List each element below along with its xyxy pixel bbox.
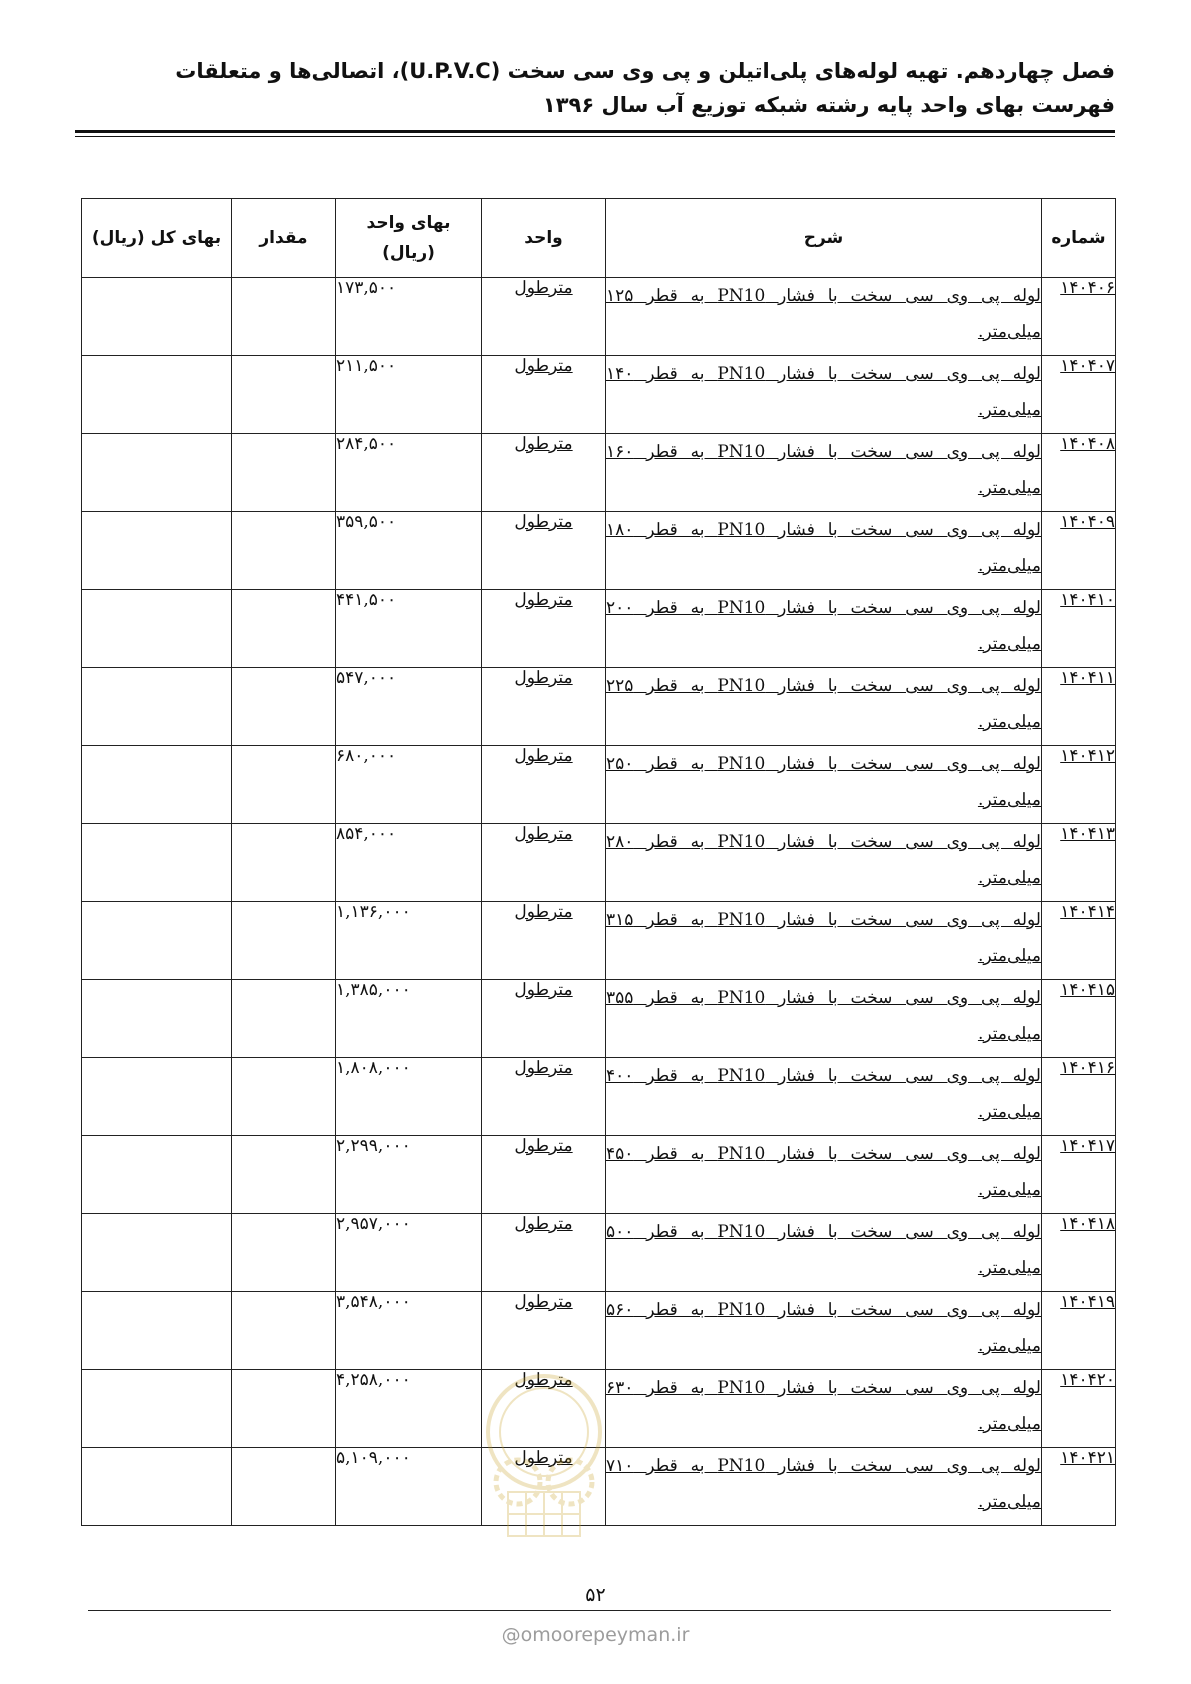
row-quantity: [232, 512, 336, 590]
row-quantity: [232, 1292, 336, 1370]
row-unit: [482, 1214, 606, 1292]
row-quantity: [232, 980, 336, 1058]
gear-stamp-icon: [478, 1372, 610, 1542]
row-unit: [482, 980, 606, 1058]
row-quantity: [232, 1058, 336, 1136]
row-description: [606, 1214, 1042, 1292]
row-unit: [482, 746, 606, 824]
table-row: [82, 668, 1116, 746]
row-description-line2[interactable]: میلی‌متر.: [977, 1414, 1041, 1434]
row-unit-price: ۴۴۱,۵۰۰: [336, 590, 482, 668]
row-description: [606, 278, 1042, 356]
row-unit-price: ۱,۸۰۸,۰۰۰: [336, 1058, 482, 1136]
row-description-line1[interactable]: لوله پی وی سی سخت با فشار PN10 به قطر ۶۳۰: [606, 1378, 1041, 1398]
row-number-link[interactable]: ۱۴۰۴۰۹: [1060, 512, 1115, 532]
header-quantity: مقدار: [232, 199, 336, 278]
row-unit-price: ۳۵۹,۵۰۰: [336, 512, 482, 590]
row-unit: [482, 1136, 606, 1214]
row-number: [1042, 1370, 1116, 1448]
row-quantity: [232, 1214, 336, 1292]
row-number: [1042, 980, 1116, 1058]
row-total-price: [82, 1136, 232, 1214]
table-row: [82, 980, 1116, 1058]
row-description: [606, 1448, 1042, 1526]
row-description: [606, 1136, 1042, 1214]
row-description-line2[interactable]: میلی‌متر.: [977, 868, 1041, 888]
row-total-price: [82, 1292, 232, 1370]
table-row: [82, 356, 1116, 434]
row-total-price: [82, 824, 232, 902]
row-number: [1042, 1136, 1116, 1214]
header-number: شماره: [1042, 199, 1116, 278]
row-total-price: [82, 1448, 232, 1526]
row-number: [1042, 512, 1116, 590]
row-unit-price: ۲,۹۵۷,۰۰۰: [336, 1214, 482, 1292]
row-total-price: [82, 434, 232, 512]
row-description-line1[interactable]: لوله پی وی سی سخت با فشار PN10 به قطر ۱۴۰: [606, 364, 1041, 384]
table-row: [82, 278, 1116, 356]
row-description-line1[interactable]: لوله پی وی سی سخت با فشار PN10 به قطر ۱۶۰: [606, 442, 1041, 462]
row-unit-price: ۶۸۰,۰۰۰: [336, 746, 482, 824]
row-description-line2[interactable]: میلی‌متر.: [977, 1180, 1041, 1200]
row-description: [606, 980, 1042, 1058]
row-total-price: [82, 278, 232, 356]
header-rule-thin: [75, 136, 1115, 137]
row-description-line2[interactable]: میلی‌متر.: [977, 322, 1041, 342]
row-total-price: [82, 1370, 232, 1448]
row-number: [1042, 1058, 1116, 1136]
row-description-line1[interactable]: لوله پی وی سی سخت با فشار PN10 به قطر ۴۰۰: [606, 1066, 1041, 1086]
row-description: [606, 668, 1042, 746]
row-unit-link[interactable]: مترطول: [514, 1448, 573, 1468]
row-unit: [482, 824, 606, 902]
row-description-line2[interactable]: میلی‌متر.: [977, 634, 1041, 654]
watermark: @omoorepeyman.ir: [501, 1624, 690, 1646]
row-number-link[interactable]: ۱۴۰۴۱۰: [1060, 590, 1115, 610]
row-unit-price: ۱,۳۸۵,۰۰۰: [336, 980, 482, 1058]
table-row: [82, 1136, 1116, 1214]
table-row: [82, 902, 1116, 980]
row-unit: [482, 434, 606, 512]
table-header-row: [82, 199, 1116, 278]
header-unit-price-label: بهای واحد: [366, 213, 451, 233]
table-row: [82, 746, 1116, 824]
row-description: [606, 1292, 1042, 1370]
row-unit-link[interactable]: مترطول: [514, 356, 573, 376]
header-description: شرح: [606, 199, 1042, 278]
row-unit: [482, 512, 606, 590]
row-quantity: [232, 1448, 336, 1526]
row-total-price: [82, 902, 232, 980]
header-total-price: بهای کل (ریال): [82, 199, 232, 278]
row-unit-price: ۵۴۷,۰۰۰: [336, 668, 482, 746]
row-description-line2[interactable]: میلی‌متر.: [977, 556, 1041, 576]
row-number-link[interactable]: ۱۴۰۴۱۷: [1060, 1136, 1115, 1156]
row-description-line1[interactable]: لوله پی وی سی سخت با فشار PN10 به قطر ۲۸۰: [606, 832, 1041, 852]
row-description-line1[interactable]: لوله پی وی سی سخت با فشار PN10 به قطر ۳۵۵: [606, 988, 1041, 1008]
row-unit-link[interactable]: مترطول: [514, 1136, 573, 1156]
row-number: [1042, 434, 1116, 512]
row-quantity: [232, 1136, 336, 1214]
row-unit-link[interactable]: مترطول: [514, 1214, 573, 1234]
row-unit-link[interactable]: مترطول: [514, 1292, 573, 1312]
row-unit-price: ۵,۱۰۹,۰۰۰: [336, 1448, 482, 1526]
row-unit: [482, 590, 606, 668]
row-description-line1[interactable]: لوله پی وی سی سخت با فشار PN10 به قطر ۵۶۰: [606, 1300, 1041, 1320]
row-quantity: [232, 668, 336, 746]
page-header: [75, 54, 1115, 122]
row-number-link[interactable]: ۱۴۰۴۰۷: [1060, 356, 1115, 376]
row-total-price: [82, 668, 232, 746]
row-total-price: [82, 356, 232, 434]
row-number-link[interactable]: ۱۴۰۴۱۳: [1060, 824, 1115, 844]
row-quantity: [232, 434, 336, 512]
row-quantity: [232, 902, 336, 980]
row-number: [1042, 1448, 1116, 1526]
row-description-line1[interactable]: لوله پی وی سی سخت با فشار PN10 به قطر ۷۱۰: [606, 1456, 1041, 1476]
row-unit: [482, 902, 606, 980]
row-description-line2[interactable]: میلی‌متر.: [977, 400, 1041, 420]
row-number-link[interactable]: ۱۴۰۴۰۸: [1060, 434, 1115, 454]
row-description-line1[interactable]: لوله پی وی سی سخت با فشار PN10 به قطر ۱۸۰: [606, 520, 1041, 540]
list-title: فهرست بهای واحد پایه رشته شبکه توزیع آب سال ۱۳۹۶: [542, 93, 1115, 117]
row-unit: [482, 668, 606, 746]
row-number: [1042, 902, 1116, 980]
row-number: [1042, 746, 1116, 824]
header-unit: واحد: [482, 199, 606, 278]
row-description: [606, 434, 1042, 512]
row-description: [606, 1058, 1042, 1136]
row-number: [1042, 1214, 1116, 1292]
chapter-title: فصل چهاردهم. تهیه لوله‌های پلی‌اتیلن و پی وی سی سخت (U.P.V.C)، اتصالی‌ها و متعلقات: [175, 59, 1115, 83]
row-description-line1[interactable]: لوله پی وی سی سخت با فشار PN10 به قطر ۴۵۰: [606, 1144, 1041, 1164]
row-number: [1042, 668, 1116, 746]
header-rule-thick: [75, 130, 1115, 133]
row-description-line1[interactable]: لوله پی وی سی سخت با فشار PN10 به قطر ۳۱۵: [606, 910, 1041, 930]
row-number-link[interactable]: ۱۴۰۴۱۹: [1060, 1292, 1115, 1312]
row-unit: [482, 278, 606, 356]
page-number: ۵۲: [585, 1584, 606, 1606]
row-description: [606, 746, 1042, 824]
row-unit-price: ۸۵۴,۰۰۰: [336, 824, 482, 902]
row-number: [1042, 356, 1116, 434]
row-unit-price: ۴,۲۵۸,۰۰۰: [336, 1370, 482, 1448]
row-description-line2[interactable]: میلی‌متر.: [977, 1024, 1041, 1044]
row-description-line1[interactable]: لوله پی وی سی سخت با فشار PN10 به قطر ۲۰۰: [606, 598, 1041, 618]
table-row: [82, 1058, 1116, 1136]
row-number-link[interactable]: ۱۴۰۴۱۸: [1060, 1214, 1115, 1234]
row-description-line1[interactable]: لوله پی وی سی سخت با فشار PN10 به قطر ۲۵۰: [606, 754, 1041, 774]
table-row: [82, 1292, 1116, 1370]
row-unit-price: ۳,۵۴۸,۰۰۰: [336, 1292, 482, 1370]
row-description: [606, 1370, 1042, 1448]
row-number: [1042, 824, 1116, 902]
row-unit-link[interactable]: مترطول: [514, 512, 573, 532]
row-number-link[interactable]: ۱۴۰۴۲۱: [1060, 1448, 1115, 1468]
price-table: [81, 198, 1116, 1526]
table-row: [82, 512, 1116, 590]
row-description-line2[interactable]: میلی‌متر.: [977, 478, 1041, 498]
footer-rule: [88, 1610, 1111, 1611]
row-description-line2[interactable]: میلی‌متر.: [977, 790, 1041, 810]
table-row: [82, 1214, 1116, 1292]
row-description-line2[interactable]: میلی‌متر.: [977, 1258, 1041, 1278]
row-description-line1[interactable]: لوله پی وی سی سخت با فشار PN10 به قطر ۱۲۵: [606, 286, 1041, 306]
table-row: [82, 434, 1116, 512]
row-unit: [482, 356, 606, 434]
row-unit: [482, 1292, 606, 1370]
row-quantity: [232, 746, 336, 824]
row-unit-link[interactable]: مترطول: [514, 746, 573, 766]
row-unit-link[interactable]: مترطول: [514, 434, 573, 454]
row-description: [606, 590, 1042, 668]
row-description-line2[interactable]: میلی‌متر.: [977, 712, 1041, 732]
row-description: [606, 356, 1042, 434]
row-number: [1042, 278, 1116, 356]
row-description-line2[interactable]: میلی‌متر.: [977, 946, 1041, 966]
row-description-line2[interactable]: میلی‌متر.: [977, 1492, 1041, 1512]
row-number: [1042, 590, 1116, 668]
row-quantity: [232, 824, 336, 902]
row-description-line2[interactable]: میلی‌متر.: [977, 1102, 1041, 1122]
header-unit-price-currency: (ریال): [382, 243, 435, 263]
row-quantity: [232, 278, 336, 356]
row-unit-price: ۲۱۱,۵۰۰: [336, 356, 482, 434]
row-total-price: [82, 512, 232, 590]
row-quantity: [232, 590, 336, 668]
row-unit-link[interactable]: مترطول: [514, 902, 573, 922]
row-total-price: [82, 590, 232, 668]
row-unit-link[interactable]: مترطول: [514, 1058, 573, 1078]
header-unit-price: [336, 199, 482, 278]
row-description: [606, 902, 1042, 980]
row-number-link[interactable]: ۱۴۰۴۱۱: [1060, 668, 1115, 688]
row-number-link[interactable]: ۱۴۰۴۲۰: [1060, 1370, 1115, 1390]
row-description: [606, 512, 1042, 590]
row-unit-price: ۲,۲۹۹,۰۰۰: [336, 1136, 482, 1214]
table-row: [82, 590, 1116, 668]
row-total-price: [82, 746, 232, 824]
table-body: [82, 278, 1116, 1526]
row-number: [1042, 1292, 1116, 1370]
row-number-link[interactable]: ۱۴۰۴۱۵: [1060, 980, 1115, 1000]
row-unit-price: ۲۸۴,۵۰۰: [336, 434, 482, 512]
row-unit-link[interactable]: مترطول: [514, 668, 573, 688]
row-unit: [482, 1058, 606, 1136]
row-unit-link[interactable]: مترطول: [514, 278, 573, 298]
row-total-price: [82, 980, 232, 1058]
row-number-link[interactable]: ۱۴۰۴۱۶: [1060, 1058, 1115, 1078]
table-row: [82, 824, 1116, 902]
row-number-link[interactable]: ۱۴۰۴۱۴: [1060, 902, 1115, 922]
row-total-price: [82, 1058, 232, 1136]
row-number-link[interactable]: ۱۴۰۴۰۶: [1060, 278, 1115, 298]
row-unit-link[interactable]: مترطول: [514, 824, 573, 844]
row-unit-link[interactable]: مترطول: [514, 1370, 573, 1390]
row-description-line1[interactable]: لوله پی وی سی سخت با فشار PN10 به قطر ۲۲۵: [606, 676, 1041, 696]
row-unit-price: ۱۷۳,۵۰۰: [336, 278, 482, 356]
row-quantity: [232, 1370, 336, 1448]
row-quantity: [232, 356, 336, 434]
row-total-price: [82, 1214, 232, 1292]
row-description: [606, 824, 1042, 902]
row-description-line2[interactable]: میلی‌متر.: [977, 1336, 1041, 1356]
row-unit-price: ۱,۱۳۶,۰۰۰: [336, 902, 482, 980]
row-description-line1[interactable]: لوله پی وی سی سخت با فشار PN10 به قطر ۵۰۰: [606, 1222, 1041, 1242]
row-unit-link[interactable]: مترطول: [514, 590, 573, 610]
row-number-link[interactable]: ۱۴۰۴۱۲: [1060, 746, 1115, 766]
row-unit-link[interactable]: مترطول: [514, 980, 573, 1000]
